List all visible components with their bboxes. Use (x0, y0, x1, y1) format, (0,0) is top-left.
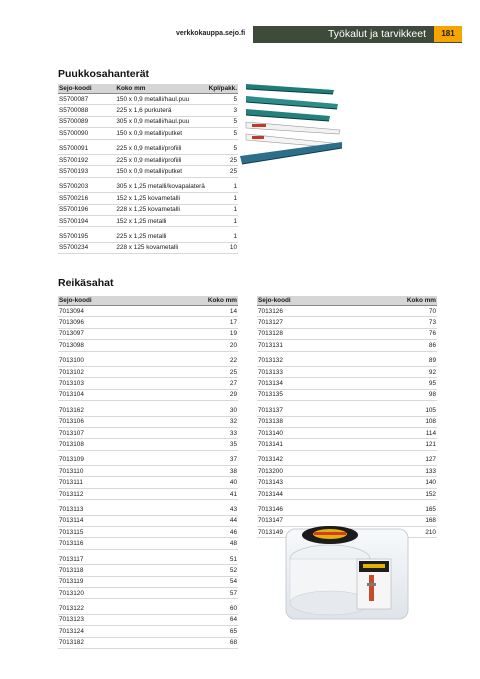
table-row (58, 603, 238, 614)
blades-cell: S5700089 (59, 118, 89, 126)
header-rule (253, 42, 462, 43)
saw-blade-3-image (246, 109, 330, 121)
table-row (257, 378, 437, 389)
table-row (257, 439, 437, 450)
holesaws-left-cell: 51 (229, 555, 237, 563)
holesaws-right-cell: 7013146 (258, 505, 283, 513)
holesaws-right-cell: 92 (428, 368, 436, 376)
holesaws-right-cell: 7013142 (258, 456, 283, 464)
blades-header-row (58, 84, 238, 94)
table-row (257, 306, 437, 317)
holesaws-left-column-header: Sejo-koodi (59, 297, 92, 304)
holesaws-left-cell: 7013117 (59, 555, 84, 563)
table-row (58, 182, 238, 193)
table-row (257, 466, 437, 477)
holesaws-left-cell: 54 (229, 578, 237, 586)
holesaws-right-cell: 165 (425, 505, 436, 513)
holesaws-left-cell: 7013116 (59, 540, 84, 548)
table-row (58, 405, 238, 416)
table-row (58, 615, 238, 626)
blades-cell: 25 (229, 168, 238, 176)
holesaws-left-cell: 37 (229, 456, 237, 464)
saw-blade-1-image (246, 84, 334, 94)
holesaws-right-cell: 133 (425, 467, 436, 475)
blades-cell: S5700090 (59, 129, 89, 137)
table-row (58, 367, 238, 378)
holesaws-right-cell: 7013140 (258, 429, 283, 437)
blades-cell: 305 x 0,9 metalli/haul.puu (116, 118, 190, 126)
holesaws-left-cell: 33 (229, 429, 237, 437)
table-row (257, 477, 437, 488)
table-row (58, 554, 238, 565)
holesaws-left-cell: 7013102 (59, 368, 84, 376)
holesaws-left-cell: 20 (229, 341, 237, 349)
holesaw-label-image (302, 526, 358, 544)
holesaws-right-cell: 7013138 (258, 418, 283, 426)
blades-cell: 1 (233, 194, 238, 202)
table-row (257, 367, 437, 378)
holesaws-left-cell: 38 (229, 467, 237, 475)
blades-cell: S5700087 (59, 95, 89, 103)
holesaws-left-cell: 7013103 (59, 380, 84, 388)
blades-column-header: Sejo-koodi (59, 85, 92, 92)
table-row (58, 504, 238, 515)
blades-cell: S5700193 (59, 168, 89, 176)
blades-cell: 1 (233, 232, 238, 240)
holesaws-right-cell: 70 (428, 307, 436, 315)
table-row (58, 489, 238, 500)
blades-cell: 150 x 0,9 metalli/haul.puu (116, 95, 190, 103)
table-row (58, 105, 238, 116)
holesaws-left-cell: 7013162 (59, 406, 84, 414)
blades-title: Puukkosahanterät (58, 68, 150, 80)
section-title: Työkalut ja tarvikkeet (327, 28, 426, 40)
table-row (58, 439, 238, 450)
holesaws-left-cell: 52 (229, 566, 237, 574)
holesaws-left-cell: 35 (229, 440, 237, 448)
table-row (58, 638, 238, 649)
saw-blade-6-image (240, 142, 342, 164)
table-row (257, 428, 437, 439)
holesaws-left-cell: 7013104 (59, 391, 84, 399)
holesaw-package-photo (283, 519, 413, 624)
holesaws-right-header-row (257, 296, 437, 306)
holesaws-right-cell: 121 (425, 440, 436, 448)
holesaws-left-cell: 7013119 (59, 578, 84, 586)
holesaws-right-cell: 114 (425, 429, 436, 437)
blades-cell: 225 x 1,25 metalli (116, 232, 167, 240)
holesaws-left-cell: 7013123 (59, 616, 84, 624)
holesaws-right-cell: 7013149 (258, 528, 283, 536)
holesaws-left-cell: 65 (229, 627, 237, 635)
blades-cell: S5700195 (59, 232, 89, 240)
table-row (58, 231, 238, 242)
blades-cell: 225 x 0,9 metalli/profiili (116, 156, 182, 164)
blades-cell: 1 (233, 183, 238, 191)
holesaws-left-cell: 7013182 (59, 639, 84, 647)
arbor-card-image (357, 559, 391, 609)
blades-cell: 225 x 1,6 purkuterä (116, 107, 172, 115)
table-row (58, 216, 238, 227)
holesaws-right-cell: 210 (425, 528, 436, 536)
blades-cell: 5 (233, 129, 238, 137)
table-row (58, 94, 238, 105)
holesaws-right-cell: 168 (425, 517, 436, 525)
table-row (257, 405, 437, 416)
blades-cell: 150 x 0,9 metalli/putket (116, 168, 183, 176)
blades-cell: S5700091 (59, 145, 89, 153)
blades-cell: 152 x 1,25 kovametalli (116, 194, 180, 202)
blades-cell: S5700088 (59, 107, 89, 115)
holesaws-right-cell: 98 (428, 391, 436, 399)
holesaws-left-cell: 7013110 (59, 467, 84, 475)
section-header-band (253, 26, 434, 42)
holesaws-left-cell: 17 (229, 319, 237, 327)
holesaws-left-cell: 7013107 (59, 429, 84, 437)
table-row (257, 455, 437, 466)
holesaws-left-cell: 68 (229, 639, 237, 647)
holesaws-left-header-row (58, 296, 238, 306)
table-row (257, 489, 437, 500)
blades-cell: 225 x 0,9 metalli/profiili (116, 145, 182, 153)
table-row (257, 356, 437, 367)
holesaws-left-cell: 7013097 (59, 330, 84, 338)
table-row (257, 417, 437, 428)
holesaws-right-cell: 108 (425, 418, 436, 426)
table-row (58, 166, 238, 177)
holesaws-left-cell: 7013108 (59, 440, 84, 448)
holesaws-left-cell: 27 (229, 380, 237, 388)
holesaws-right-cell: 95 (428, 380, 436, 388)
holesaws-left-cell: 41 (229, 490, 237, 498)
table-row (257, 340, 437, 351)
blades-cell: 1 (233, 206, 238, 214)
table-row (58, 428, 238, 439)
holesaws-left-cell: 40 (229, 479, 237, 487)
holesaws-right-cell: 7013132 (258, 357, 283, 365)
holesaws-right-cell: 105 (425, 406, 436, 414)
holesaws-left-cell: 30 (229, 406, 237, 414)
blades-cell: S5700192 (59, 156, 89, 164)
saw-blades-photo (238, 78, 348, 178)
blades-table (58, 84, 238, 254)
holesaws-left-cell: 7013115 (59, 528, 84, 536)
page-number: 181 (434, 26, 462, 42)
holesaws-right-cell: 7013137 (258, 406, 283, 414)
holesaws-left-cell: 7013124 (59, 627, 84, 635)
blades-cell: S5700216 (59, 194, 89, 202)
holesaws-left-cell: 25 (229, 368, 237, 376)
holesaws-right-cell: 127 (425, 456, 436, 464)
table-row (58, 538, 238, 549)
holesaws-table-right (257, 296, 437, 538)
blades-cell: 228 x 1,25 kovametalli (116, 206, 180, 214)
holesaws-left-cell: 57 (229, 589, 237, 597)
holesaws-left-cell: 7013096 (59, 319, 84, 327)
holesaws-table-left (58, 296, 238, 649)
blades-cell: 3 (233, 107, 238, 115)
holesaws-left-cell: 44 (229, 517, 237, 525)
blades-cell: 1 (233, 217, 238, 225)
holesaws-right-cell: 86 (428, 341, 436, 349)
holesaws-right-cell: 76 (428, 330, 436, 338)
blades-cell: 152 x 1,25 metalli (116, 217, 167, 225)
holesaws-right-cell: 7013147 (258, 517, 283, 525)
holesaws-left-cell: 19 (229, 330, 237, 338)
holesaws-left-cell: 7013106 (59, 418, 84, 426)
holesaws-left-column-header: Koko mm (207, 297, 237, 304)
table-row (58, 527, 238, 538)
holesaws-left-cell: 7013120 (59, 589, 84, 597)
holesaws-right-cell: 7013143 (258, 479, 283, 487)
holesaws-left-cell: 7013100 (59, 357, 84, 365)
blades-cell: 25 (229, 156, 238, 164)
table-row (58, 317, 238, 328)
blades-cell: 5 (233, 118, 238, 126)
holesaws-right-cell: 152 (425, 490, 436, 498)
holesaws-right-cell: 140 (425, 479, 436, 487)
table-row (58, 128, 238, 139)
holesaws-right-cell: 7013126 (258, 307, 283, 315)
blades-cell: S5700196 (59, 206, 89, 214)
table-row (58, 588, 238, 599)
holesaws-left-cell: 46 (229, 528, 237, 536)
holesaws-left-cell: 7013112 (59, 490, 84, 498)
blades-column-header: Kpl/pakk. (208, 85, 238, 92)
table-row (58, 329, 238, 340)
table-row (58, 144, 238, 155)
holesaws-right-cell: 89 (428, 357, 436, 365)
holesaws-left-cell: 64 (229, 616, 237, 624)
holesaws-left-cell: 14 (229, 307, 237, 315)
table-row (58, 455, 238, 466)
saw-blade-4-image (246, 122, 340, 134)
blades-cell: S5700203 (59, 183, 89, 191)
table-row (58, 356, 238, 367)
holesaws-left-cell: 7013114 (59, 517, 84, 525)
holesaws-left-cell: 60 (229, 605, 237, 613)
blades-cell: 5 (233, 145, 238, 153)
table-row (58, 565, 238, 576)
table-row (58, 306, 238, 317)
holesaws-right-cell: 7013134 (258, 380, 283, 388)
blades-cell: 228 x 125 kovametalli (116, 244, 179, 252)
holesaws-left-cell: 7013098 (59, 341, 84, 349)
holesaws-left-cell: 7013109 (59, 456, 84, 464)
holesaws-right-column-header: Sejo-koodi (258, 297, 291, 304)
holesaws-left-cell: 29 (229, 391, 237, 399)
holesaws-right-cell: 7013141 (258, 440, 283, 448)
blades-cell: 150 x 0,9 metalli/putket (116, 129, 183, 137)
table-row (257, 390, 437, 401)
holesaws-right-cell: 7013133 (258, 368, 283, 376)
table-row (58, 378, 238, 389)
table-row (58, 243, 238, 254)
blades-cell: 10 (229, 244, 238, 252)
blades-cell: S5700194 (59, 217, 89, 225)
holesaws-right-column-header: Koko mm (406, 297, 436, 304)
blades-cell: S5700234 (59, 244, 89, 252)
blades-cell: 305 x 1,25 metalli/kovapalaterä (116, 183, 205, 191)
table-row (257, 329, 437, 340)
table-row (58, 466, 238, 477)
table-row (58, 417, 238, 428)
holesaws-left-cell: 43 (229, 505, 237, 513)
holesaws-right-cell: 7013131 (258, 341, 283, 349)
holesaws-left-cell: 48 (229, 540, 237, 548)
blades-column-header: Koko mm (116, 85, 146, 92)
saw-blade-2-image (246, 96, 338, 109)
holesaws-right-cell: 7013128 (258, 330, 283, 338)
holesaws-left-cell: 7013094 (59, 307, 84, 315)
table-row (257, 504, 437, 515)
table-row (58, 477, 238, 488)
holesaws-right-cell: 7013135 (258, 391, 283, 399)
holesaws-right-cell: 7013144 (258, 490, 283, 498)
holesaws-left-cell: 7013111 (59, 479, 83, 487)
table-row (58, 117, 238, 128)
site-url: verkkokauppa.sejo.fi (176, 30, 246, 37)
table-row (58, 155, 238, 166)
table-row (257, 317, 437, 328)
table-row (58, 516, 238, 527)
holesaws-left-cell: 32 (229, 418, 237, 426)
holesaws-left-cell: 7013122 (59, 605, 84, 613)
table-row (58, 193, 238, 204)
table-row (58, 626, 238, 637)
table-row (58, 390, 238, 401)
holesaws-left-cell: 22 (229, 357, 237, 365)
holesaws-right-cell: 7013200 (258, 467, 283, 475)
holesaws-title: Reikäsahat (58, 277, 114, 289)
blades-cell: 5 (233, 95, 238, 103)
table-row (58, 205, 238, 216)
table-row (58, 340, 238, 351)
holesaws-right-cell: 73 (428, 319, 436, 327)
holesaws-right-cell: 7013127 (258, 319, 283, 327)
table-row (58, 577, 238, 588)
holesaws-left-cell: 7013113 (59, 505, 84, 513)
holesaws-left-cell: 7013118 (59, 566, 84, 574)
